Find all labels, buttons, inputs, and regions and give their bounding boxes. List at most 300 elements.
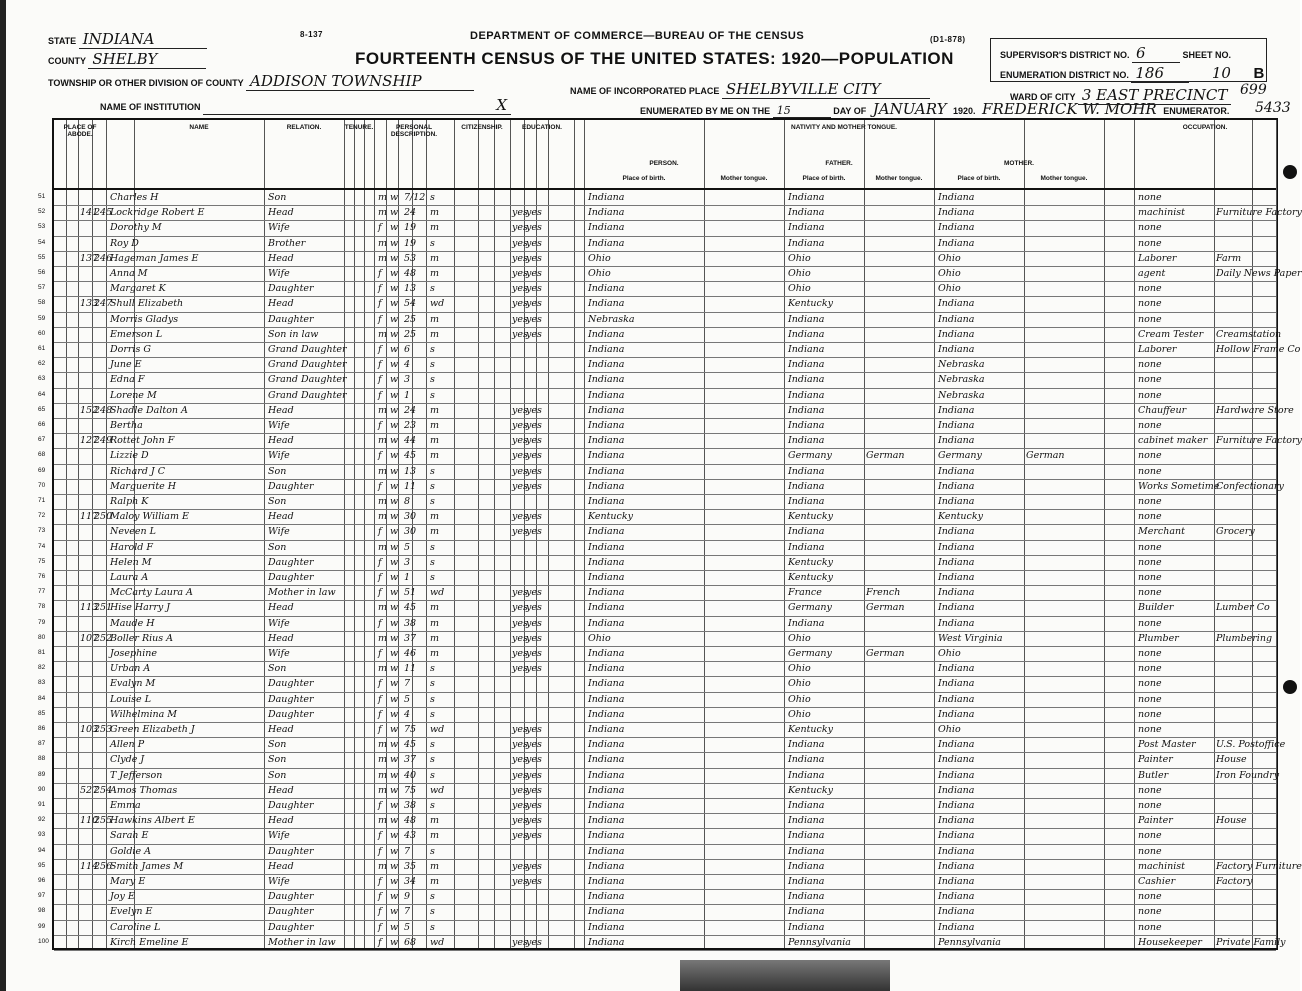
cell-rel: Head (268, 632, 294, 644)
cell-rel: Wife (268, 450, 290, 462)
cell-occ: Builder (1138, 602, 1174, 614)
table-row (38, 828, 1276, 843)
cell-read: yes (512, 222, 528, 234)
cell-mpob: Indiana (938, 891, 975, 903)
cell-ms: m (430, 420, 440, 431)
cell-name: Laura A (110, 572, 149, 583)
cell-read: yes (512, 207, 528, 219)
place-value: SHELBYVILLE CITY (722, 80, 930, 99)
cell-fpob: Indiana (788, 496, 825, 507)
cell-rel: Daughter (268, 572, 314, 583)
cell-name: Richard J C (110, 465, 166, 477)
cell-mpob: Indiana (938, 328, 975, 340)
cell-race: w (390, 678, 399, 690)
cell-mpob: Indiana (938, 860, 975, 872)
cell-pob: Indiana (588, 496, 625, 507)
cell-mpob: Ohio (938, 283, 961, 295)
cell-sex: m (378, 511, 388, 523)
punch-hole (1283, 165, 1297, 179)
cell-race: w (390, 511, 399, 523)
township-label: TOWNSHIP OR OTHER DIVISION OF COUNTY (48, 78, 244, 88)
cell-mpob: Ohio (938, 252, 961, 264)
cell-name: Edna F (110, 374, 145, 386)
cell-ind: Factory (1216, 876, 1253, 887)
cell-occ: none (1138, 192, 1162, 203)
line-number: 70 (38, 481, 46, 489)
line-number: 56 (38, 269, 46, 276)
cell-pob: Indiana (588, 906, 625, 918)
cell-age: 19 (404, 237, 417, 249)
subcolumn-heading: PERSON. (649, 160, 679, 167)
cell-mpob: Indiana (938, 313, 975, 325)
cell-pob: Indiana (588, 480, 625, 492)
cell-name: Ralph K (110, 496, 149, 507)
cell-occ: none (1138, 389, 1162, 401)
month-value: JANUARY (869, 100, 951, 119)
cell-name: Emma (110, 800, 141, 811)
subcolumn-heading: Place of birth. (802, 175, 846, 182)
cell-ms: s (430, 663, 435, 675)
cell-age: 68 (404, 936, 417, 948)
cell-write: yes (526, 404, 542, 416)
table-row (38, 752, 1276, 767)
table-row (38, 722, 1276, 737)
cell-race: w (390, 587, 399, 599)
cell-pob: Indiana (588, 921, 625, 933)
cell-sex: m (378, 496, 388, 507)
cell-name: Shull Elizabeth (110, 298, 184, 310)
cell-fpob: Germany (788, 648, 832, 659)
cell-race: w (390, 556, 399, 568)
cell-ms: s (430, 800, 435, 811)
table-row (38, 266, 1302, 281)
cell-race: w (390, 404, 399, 416)
cell-rel: Son (268, 663, 287, 675)
cell-dw: 127 (80, 435, 99, 447)
cell-sex: m (378, 207, 388, 219)
cell-mpob: Indiana (938, 344, 975, 355)
cell-age: 5 (404, 921, 411, 933)
cell-age: 13 (404, 465, 417, 477)
table-row (38, 661, 1276, 676)
place-label: NAME OF INCORPORATED PLACE (570, 86, 720, 96)
table-row (38, 251, 1276, 266)
cell-read: yes (512, 526, 528, 538)
cell-rel: Son (268, 739, 287, 751)
cell-occ: Painter (1138, 815, 1173, 827)
cell-race: w (390, 693, 399, 705)
line-number: 77 (38, 588, 46, 596)
table-row (38, 236, 1276, 251)
cell-occ: Post Master (1138, 739, 1196, 751)
cell-rel: Brother (268, 237, 306, 249)
cell-rel: Son (268, 465, 287, 477)
cell-occ: machinist (1138, 860, 1185, 872)
cell-ms: s (430, 465, 435, 477)
cell-ms: m (430, 511, 440, 523)
line-number: 84 (38, 694, 46, 702)
cell-read: yes (512, 313, 528, 325)
cell-occ: Plumber (1138, 632, 1179, 644)
cell-name: Lockridge Robert E (110, 207, 205, 219)
line-number: 87 (38, 740, 46, 748)
cell-mpob: Indiana (938, 435, 975, 447)
cell-dw: 117 (80, 511, 99, 523)
ward-field (1010, 86, 1231, 105)
cell-fpob: Indiana (788, 617, 825, 629)
cell-ms: wd (430, 298, 445, 310)
cell-age: 75 (404, 724, 417, 735)
cell-name: Neveen L (110, 526, 156, 538)
sheet-value: 10 (1211, 64, 1231, 82)
cell-fpob: Indiana (788, 906, 825, 918)
cell-rel: Daughter (268, 556, 314, 568)
line-number: 73 (38, 527, 46, 535)
table-row (38, 631, 1276, 646)
cell-fam: 245 (94, 207, 113, 219)
cell-name: Louise L (110, 693, 152, 705)
cell-mpob: Ohio (938, 724, 961, 735)
line-number: 61 (38, 345, 46, 352)
cell-occ: none (1138, 784, 1162, 796)
cell-sex: f (378, 283, 382, 295)
cell-race: w (390, 252, 399, 264)
cell-fpob: Ohio (788, 283, 811, 295)
table-row (38, 509, 1276, 524)
cell-write: yes (526, 207, 542, 219)
line-number: 78 (38, 603, 46, 611)
column-heading: EDUCATION. (522, 124, 562, 131)
cell-mpob: Indiana (938, 906, 975, 918)
cell-pob: Indiana (588, 556, 625, 568)
cell-race: w (390, 708, 399, 720)
cell-age: 37 (404, 754, 417, 766)
cell-sex: m (378, 541, 388, 553)
cell-mpob: Nebraska (938, 359, 985, 371)
cell-occ: none (1138, 587, 1162, 599)
cell-mpob: Pennsylvania (938, 936, 1001, 948)
cell-pob: Indiana (588, 222, 625, 234)
cell-pob: Indiana (588, 648, 625, 659)
table-row (38, 646, 1276, 661)
cell-pob: Indiana (588, 298, 625, 310)
cell-fpob: Ohio (788, 708, 811, 720)
sheet-label: SHEET NO. (1182, 50, 1232, 60)
cell-sex: m (378, 252, 388, 264)
cell-name: Emerson L (110, 328, 163, 340)
line-number: 63 (38, 375, 46, 383)
cell-read: yes (512, 268, 528, 279)
table-row (38, 190, 1276, 205)
cell-dw: 107 (80, 632, 99, 644)
cell-pob: Indiana (588, 328, 625, 340)
cell-name: Margaret K (110, 283, 166, 295)
cell-dw: 114 (80, 860, 99, 872)
cell-read: yes (512, 420, 528, 431)
cell-write: yes (526, 815, 542, 827)
cell-ms: s (430, 754, 435, 766)
line-number: 67 (38, 436, 46, 444)
cell-ms: s (430, 389, 435, 401)
cell-write: yes (526, 602, 542, 614)
cell-sex: f (378, 845, 382, 857)
cell-ind: House (1216, 815, 1247, 827)
cell-name: Clyde J (110, 754, 145, 766)
cell-race: w (390, 359, 399, 371)
cell-pob: Indiana (588, 678, 625, 690)
cell-age: 4 (404, 359, 411, 371)
cell-rel: Son in law (268, 328, 319, 340)
column-heading: TENURE. (344, 124, 374, 131)
cell-name: June E (110, 359, 142, 371)
line-number: 65 (38, 405, 46, 413)
cell-write: yes (526, 800, 542, 811)
table-row (38, 844, 1276, 859)
cell-name: Mary E (110, 876, 146, 887)
cell-age: 75 (404, 784, 417, 796)
cell-age: 48 (404, 815, 417, 827)
cell-mpob: Indiana (938, 237, 975, 249)
cell-rel: Head (268, 404, 294, 416)
cell-sex: f (378, 891, 382, 903)
cell-age: 34 (404, 876, 417, 887)
cell-mpob: West Virginia (938, 632, 1003, 644)
cell-age: 24 (404, 404, 417, 416)
cell-occ: none (1138, 906, 1162, 918)
table-row (38, 464, 1276, 479)
cell-age: 4 (404, 708, 411, 720)
table-row (38, 676, 1276, 691)
table-row (38, 327, 1282, 342)
cell-occ: Merchant (1138, 526, 1185, 538)
line-number: 80 (38, 633, 46, 641)
cell-race: w (390, 389, 399, 401)
cell-read: yes (512, 404, 528, 416)
ward-label: WARD OF CITY (1010, 92, 1076, 102)
cell-fam: 256 (94, 860, 113, 872)
cell-name: Charles H (110, 192, 159, 203)
table-row (38, 357, 1276, 372)
cell-occ: none (1138, 465, 1162, 477)
cell-read: yes (512, 328, 528, 340)
cell-name: Harold F (110, 541, 153, 553)
cell-fpob: Indiana (788, 860, 825, 872)
cell-write: yes (526, 769, 542, 781)
cell-rel: Wife (268, 222, 290, 234)
subcolumn-heading: Place of birth. (957, 175, 1001, 182)
cell-mpob: Indiana (938, 739, 975, 751)
cell-age: 7 (404, 906, 411, 918)
cell-pob: Indiana (588, 541, 625, 553)
enumerator-name: FREDERICK W. MOHR (978, 100, 1161, 119)
cell-rel: Daughter (268, 480, 314, 492)
cell-ms: m (430, 313, 440, 325)
cell-fpob: Indiana (788, 344, 825, 355)
cell-sex: m (378, 860, 388, 872)
cell-sex: m (378, 237, 388, 249)
cell-pob: Ohio (588, 268, 611, 279)
cell-ms: m (430, 404, 440, 416)
cell-race: w (390, 298, 399, 310)
line-number: 91 (38, 801, 46, 808)
cell-age: 3 (404, 556, 411, 568)
cell-dw: 110 (80, 815, 99, 827)
cell-rel: Daughter (268, 313, 314, 325)
table-row (38, 935, 1286, 950)
cell-mpob: Kentucky (938, 511, 983, 523)
cell-dw: 137 (80, 252, 99, 264)
cell-write: yes (526, 724, 542, 735)
cell-name: Amos Thomas (110, 784, 178, 796)
cell-read: yes (512, 739, 528, 751)
cell-occ: none (1138, 845, 1162, 857)
cell-occ: none (1138, 420, 1162, 431)
cell-name: Rottet John F (110, 435, 175, 447)
cell-fpob: Ohio (788, 678, 811, 690)
cell-sex: m (378, 328, 388, 340)
cell-rel: Wife (268, 830, 290, 842)
cell-read: yes (512, 830, 528, 842)
cell-read: yes (512, 602, 528, 614)
cell-ms: s (430, 283, 435, 295)
cell-fpob: Kentucky (788, 511, 833, 523)
township-field (48, 72, 474, 91)
cell-fpob: Kentucky (788, 572, 833, 583)
cell-fpob: Pennsylvania (788, 936, 851, 948)
cell-age: 7/12 (404, 192, 426, 203)
state-field (48, 30, 207, 49)
cell-age: 1 (404, 389, 411, 401)
table-row (38, 616, 1276, 631)
cell-race: w (390, 313, 399, 325)
cell-race: w (390, 891, 399, 903)
line-number: 93 (38, 831, 46, 839)
table-row (38, 296, 1276, 311)
cell-age: 30 (404, 526, 417, 538)
cell-rel: Son (268, 496, 287, 507)
table-row (38, 692, 1276, 707)
cell-fpob: Indiana (788, 480, 825, 492)
supervisor-field (1000, 44, 1231, 63)
cell-race: w (390, 192, 399, 203)
form-number: 8-137 (300, 30, 323, 39)
cell-sex: f (378, 648, 382, 659)
cell-occ: none (1138, 891, 1162, 903)
cell-sex: f (378, 936, 382, 948)
table-row (38, 403, 1294, 418)
column-heading: PLACE OF ABODE. (63, 124, 97, 138)
cell-ms: s (430, 845, 435, 857)
cell-read: yes (512, 450, 528, 462)
cell-race: w (390, 207, 399, 219)
cell-read: yes (512, 511, 528, 523)
cell-age: 53 (404, 252, 417, 264)
enumerator-label: ENUMERATOR. (1163, 106, 1230, 116)
cell-age: 25 (404, 313, 417, 325)
cell-ms: m (430, 207, 440, 219)
cell-pob: Indiana (588, 465, 625, 477)
cell-race: w (390, 815, 399, 827)
cell-mpob: Ohio (938, 648, 961, 659)
table-row (38, 813, 1276, 828)
table-row (38, 768, 1280, 783)
cell-race: w (390, 496, 399, 507)
cell-ms: wd (430, 724, 445, 735)
cell-mpob: Nebraska (938, 374, 985, 386)
cell-fpob: Indiana (788, 328, 825, 340)
cell-rel: Son (268, 754, 287, 766)
cell-fpob: Ohio (788, 663, 811, 675)
cell-fpob: Indiana (788, 435, 825, 447)
cell-name: Dorothy M (110, 222, 162, 234)
cell-occ: Chauffeur (1138, 404, 1187, 416)
cell-mpob: Nebraska (938, 389, 985, 401)
cell-occ: machinist (1138, 207, 1185, 219)
cell-name: Marguerite H (110, 480, 177, 492)
cell-ms: m (430, 876, 440, 887)
cell-name: Hise Harry J (110, 602, 171, 614)
cell-race: w (390, 328, 399, 340)
cell-write: yes (526, 648, 542, 659)
cell-occ: none (1138, 648, 1162, 659)
cell-name: Bertha (110, 420, 143, 431)
cell-mpob: Indiana (938, 693, 975, 705)
cell-fpob: Ohio (788, 693, 811, 705)
cell-race: w (390, 739, 399, 751)
table-row (38, 600, 1276, 615)
cell-age: 3 (404, 374, 411, 386)
cell-occ: Cashier (1138, 876, 1176, 887)
cell-fpob: Indiana (788, 921, 825, 933)
cell-mpob: Indiana (938, 541, 975, 553)
census-title: FOURTEENTH CENSUS OF THE UNITED STATES: 1920—POPULATION (355, 49, 954, 68)
cell-pob: Indiana (588, 769, 625, 781)
cell-ms: m (430, 435, 440, 447)
cell-pob: Ohio (588, 632, 611, 644)
cell-write: yes (526, 283, 542, 295)
cell-mpob: Indiana (938, 602, 975, 614)
cell-mpob: Indiana (938, 222, 975, 234)
line-number: 94 (38, 846, 46, 854)
cell-dw: 152 (80, 404, 99, 416)
enum-district-label: ENUMERATION DISTRICT NO. (1000, 70, 1129, 80)
institution-label: NAME OF INSTITUTION (100, 102, 201, 112)
cell-read: yes (512, 283, 528, 295)
cell-fpob: Kentucky (788, 724, 833, 735)
cell-occ: none (1138, 313, 1162, 325)
cell-ind: Iron Foundry (1216, 769, 1280, 781)
cell-write: yes (526, 876, 542, 887)
institution-value: X (203, 96, 511, 115)
cell-occ: none (1138, 222, 1162, 234)
cell-sex: m (378, 465, 388, 477)
township-value: ADDISON TOWNSHIP (246, 72, 474, 91)
cell-sex: m (378, 404, 388, 416)
cell-fpob: Indiana (788, 830, 825, 842)
cell-ms: s (430, 921, 435, 933)
cell-age: 24 (404, 207, 417, 219)
table-row (38, 540, 1276, 555)
cell-mpob: Indiana (938, 800, 975, 811)
cell-name: Lizzie D (110, 450, 149, 462)
cell-rel: Head (268, 298, 294, 310)
enum-district-field (1000, 64, 1264, 83)
line-number: 88 (38, 755, 46, 763)
cell-occ: Laborer (1138, 344, 1177, 355)
cell-pob: Ohio (588, 252, 611, 264)
cell-name: Dorris G (110, 344, 151, 355)
cell-mpob: Indiana (938, 617, 975, 629)
